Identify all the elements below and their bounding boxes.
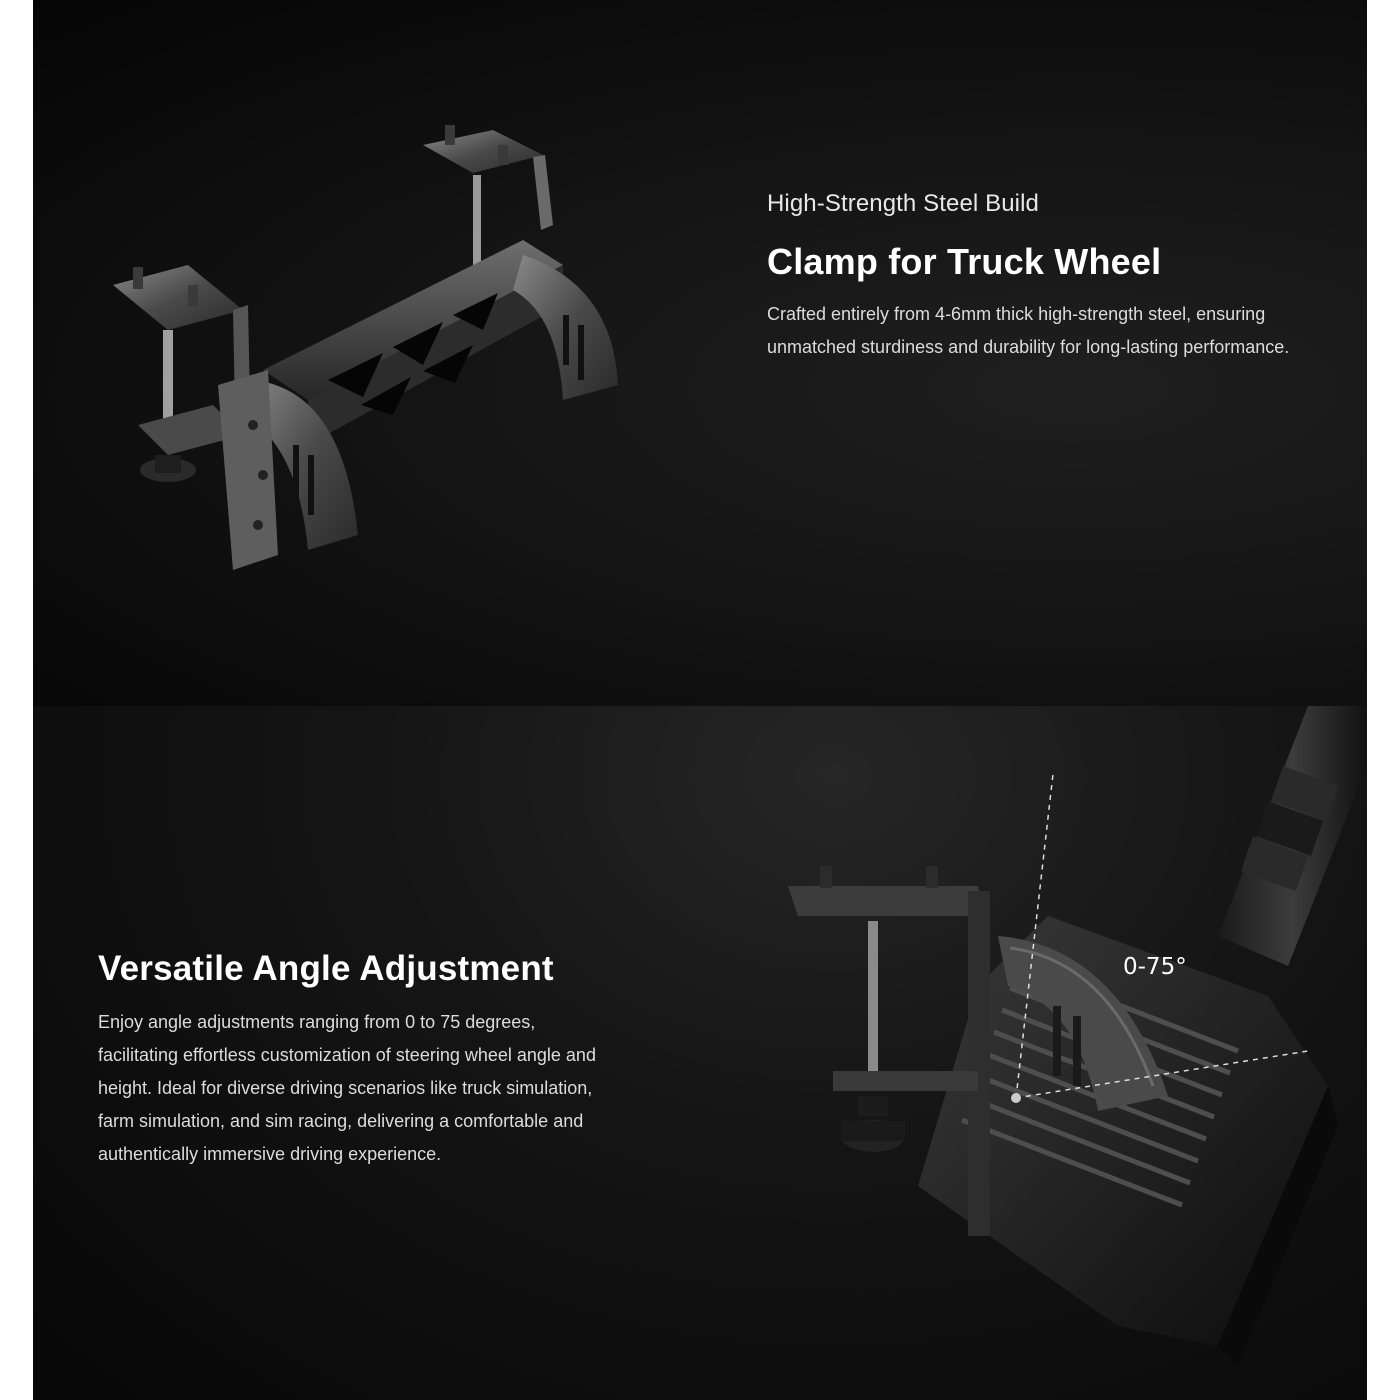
angle-range-label: 0-75° (1123, 954, 1187, 980)
angle-adjustment-section (33, 706, 1367, 1400)
steel-build-section (33, 0, 1367, 706)
section-body: Enjoy angle adjustments ranging from 0 to 75 degrees, facilitating effortless customization of steering wheel angle and height. Ideal for diverse driving scenarios like truck simulation, farm simulation, and sim racing, delivering a comfortable and authentically immersive driving experience. (98, 1012, 596, 1164)
section-title: Versatile Angle Adjustment (98, 949, 554, 988)
clamp-bracket-image (93, 115, 633, 585)
section-title: Clamp for Truck Wheel (767, 241, 1162, 282)
section-eyebrow: High-Strength Steel Build (767, 190, 1039, 217)
section-body: Crafted entirely from 4-6mm thick high-strength steel, ensuring unmatched sturdiness and durability for long-lasting performance. (767, 304, 1290, 357)
wheel-base-clamp-image (748, 706, 1367, 1400)
